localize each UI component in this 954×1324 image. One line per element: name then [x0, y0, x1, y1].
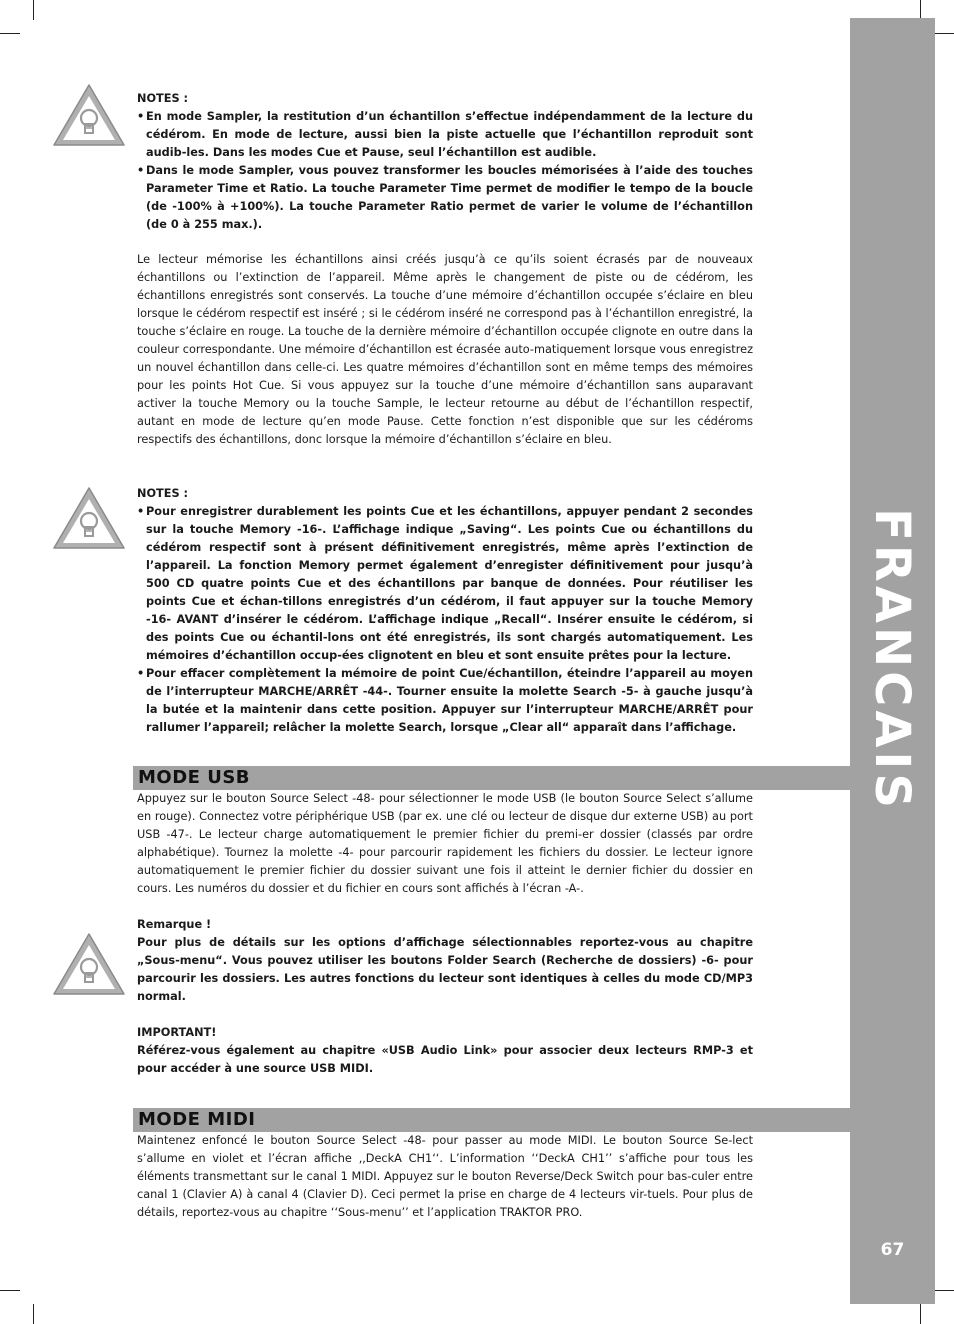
notes-block-2: [137, 485, 753, 737]
mode-midi-text: Maintenez enfoncé le bouton Source Select -48- pour passer au mode MIDI. Le bouton Source Se-lect s’allume en violet et l’écran affiche ‚‚DeckA CH1‘‘. L’information ‘‘DeckA CH1’’ s’affiche pour tous les éléments transmettant sur le canal 1 MIDI. Appuyez sur le bouton Reverse/Deck Switch pour bas-culer entre canal 1 (Clavier A) à canal 4 (Clavier D). Ceci permet la prise en charge de 4 lecteurs vir-tuels. Pour plus de détails, reportez-vous au chapitre ‘‘Sous-menu’’ et l’application TRAKTOR PRO.: [137, 1134, 753, 1219]
notes-heading: NOTES :: [137, 487, 189, 500]
section-header-mode-midi: [133, 1108, 850, 1132]
mode-usb-text: Appuyez sur le bouton Source Select -48- pour sélectionner le mode USB (le bouton Source Select s’allume en rouge). Connectez votre périphérique USB (par ex. une clé ou lecteur de disque dur externe USB) au port USB -47-. Le lecteur charge automatiquement le premier fichier du premi-er dossier (classés par ordre alphabétique). Tournez la molette -4- pour parcourir rapidement les fichiers du dossier. Le lecteur ignore automatiquement le premier fichier du dossier suivant une fois il atteint le dernier fichier du dossier en cours. Les numéros du dossier et du fichier en cours sont affichés à l’écran -A-.: [137, 792, 753, 895]
section-title: MODE USB: [138, 767, 251, 788]
important-text: Référez-vous également au chapitre «USB Audio Link» pour associer deux lecteurs RMP-3 et pour accéder à une source USB MIDI.: [137, 1044, 753, 1075]
section-title: MODE MIDI: [138, 1109, 256, 1130]
crop-mark: [0, 1290, 20, 1291]
warning-bulb-icon: [51, 931, 127, 997]
notes-bullet: • Pour enregistrer durablement les points Cue et les échantillons, appuyer pendant 2 secondes sur la touche Memory -16-. L’affichage indique „Saving“. Les points Cue ou échantillons du cédérom respectif sont à présent définitivement enregistrés, même après l’extinction de l’appareil. La fonction Memory permet également d’enregister définitivement pour jusqu’à 500 CD quatre points Cue et des échantillons par banque de données. Pour réutiliser les points Cue et échan-tillons enregistrés d’un cédérom, il faut appuyer sur la touche Memory -16- AVANT d’insérer le cédérom. L’affichage indique „Recall“. Insérer ensuite le cédérom, si des points Cue ou échantil-lons ont été enregistrés, ils sont chargés automatiquement. Les mémoires d’échantillon occup-ées clignotent en bleu et sont ensuite prêtes pour la lecture.: [137, 503, 753, 665]
crop-mark: [33, 0, 34, 20]
notes-block-1: [137, 90, 753, 234]
notes-bullet: • Pour effacer complètement la mémoire de point Cue/échantillon, éteindre l’appareil au moyen de l’interrupteur MARCHE/ARRÊT -44-. Tourner ensuite la molette Search -5- à gauche jusqu’à la butée et la maintenir dans cette position. Appuyer sur l’interrupteur MARCHE/ARRÊT pour rallumer l’appareil; relâcher la molette Search, lorsque „Clear all“ apparaît dans l’affichage.: [137, 665, 753, 737]
crop-mark: [920, 0, 921, 20]
warning-bulb-icon: [51, 82, 127, 148]
crop-mark: [934, 1290, 954, 1291]
remark-text: Pour plus de détails sur les options d’affichage sélectionnables reportez-vous au chapitre „Sous-menu“. Vous pouvez utiliser les boutons Folder Search (Recherche de dossiers) -6- pour parcourir les dossiers. Les autres fonctions du lecteur sont identiques à celles du mode CD/MP3 normal.: [137, 936, 753, 1003]
body-paragraph: Le lecteur mémorise les échantillons ainsi créés jusqu’à ce qu’ils soient écrasés par de nouveaux échantillons ou l’extinction de l’appareil. Même après le changement de piste ou de cédérom, les échantillons enregistrés sont conservés. La touche d’une mémoire d’échantillon occupée s’éclaire en bleu lorsque le cédérom respectif est inséré ; si le cédérom inséré ne correspond pas à l’échantillon enregistré, la touche s’éclaire en rouge. La touche de la dernière mémoire d’échantillon occupée clignote en outre dans la couleur correspondante. Une mémoire d’échantillon est écrasée auto-matiquement lorsque vous enregistrez un nouvel échantillon dans celle-ci. Les quatre mémoires d’échantillon sont en même temps des mémoires pour les points Hot Cue. Si vous appuyez sur la touche d’une mémoire d’échantillon sans auparavant activer la touche Memory ou la touche Sample, le lecteur retourne au début de l’échantillon respectif, autant en mode de lecture qu’en mode Pause. Cette fonction n’est disponible que sur les cédéroms respectifs des échantillons, donc lorsque la mémoire d’échantillon s’éclaire en bleu.: [137, 253, 753, 446]
language-title: FRANCAIS: [864, 508, 920, 812]
notes-bullet: • Dans le mode Sampler, vous pouvez transformer les boucles mémorisées à l’aide des touches Parameter Time et Ratio. La touche Parameter Time permet de modifier le tempo de la boucle (de -100% à +100%). La touche Parameter Ratio permet de varier le volume de l’échantillon (de 0 à 255 max.).: [137, 162, 753, 234]
crop-mark: [920, 1304, 921, 1324]
crop-mark: [0, 33, 20, 34]
important-heading: IMPORTANT!: [137, 1026, 217, 1039]
crop-mark: [934, 33, 954, 34]
mode-usb-content: [137, 790, 753, 1078]
section-header-mode-usb: [133, 766, 850, 790]
page-number: 67: [880, 1240, 905, 1260]
notes-heading: NOTES :: [137, 92, 189, 105]
remark-heading: Remarque !: [137, 918, 212, 931]
notes-bullet: • En mode Sampler, la restitution d’un échantillon s’effectue indépendamment de la lecture du cédérom. En mode de lecture, aussi bien la piste actuelle que l’échantillon reproduit sont audib-les. Dans les modes Cue et Pause, seul l’échantillon est audible.: [137, 108, 753, 162]
warning-bulb-icon: [51, 485, 127, 551]
crop-mark: [33, 1304, 34, 1324]
